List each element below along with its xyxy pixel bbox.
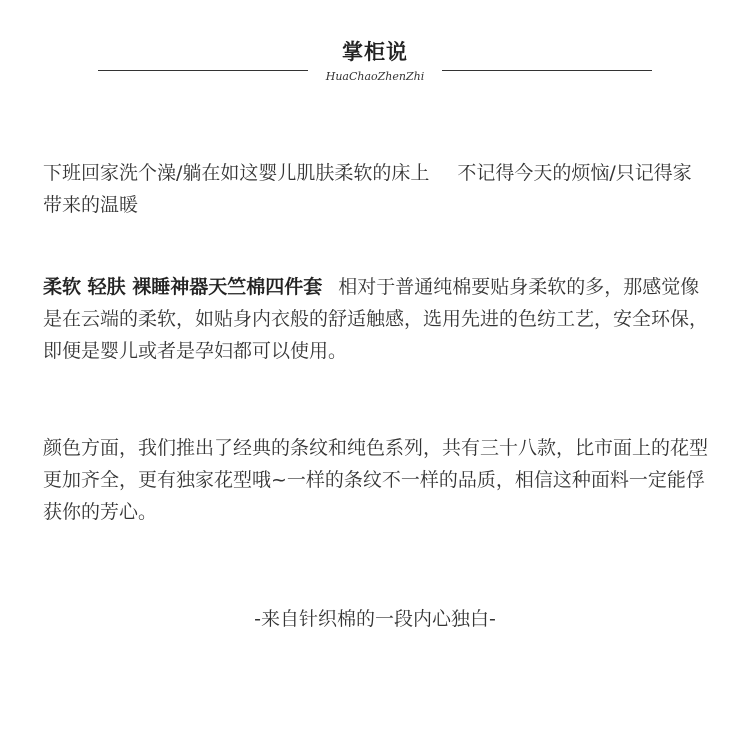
intro-text-part2: 不记得今天的烦恼/只记得家带来的温暖	[43, 162, 692, 216]
divider-right	[442, 70, 652, 71]
page-title: 掌柜说	[342, 40, 408, 64]
color-description: 颜色方面，我们推出了经典的条纹和纯色系列，共有三十八款，比市面上的花型更加齐全，更有独家花型哦~一样的条纹不一样的品质，相信这种面料一定能俘获你的芳心。	[43, 437, 709, 523]
product-paragraph	[43, 271, 709, 367]
color-paragraph	[43, 432, 709, 528]
divider-left	[98, 70, 308, 71]
header	[0, 0, 750, 100]
intro-paragraph	[43, 157, 709, 221]
brand-subtitle: HuaChaoZhenZhi	[325, 70, 425, 83]
product-highlight: 柔软 轻肤 裸睡神器天竺棉四件套	[43, 276, 323, 298]
product-description: 相对于普通纯棉要贴身柔软的多，那感觉像是在云端的柔软，如贴身内衣般的舒适触感，选用先进的色纺工艺，安全环保，即便是婴儿或者是孕妇都可以使用。	[43, 276, 709, 362]
intro-text-part1: 下班回家洗个澡/躺在如这婴儿肌肤柔软的床上	[43, 162, 430, 184]
closing-line: -来自针织棉的一段内心独白-	[254, 608, 496, 630]
